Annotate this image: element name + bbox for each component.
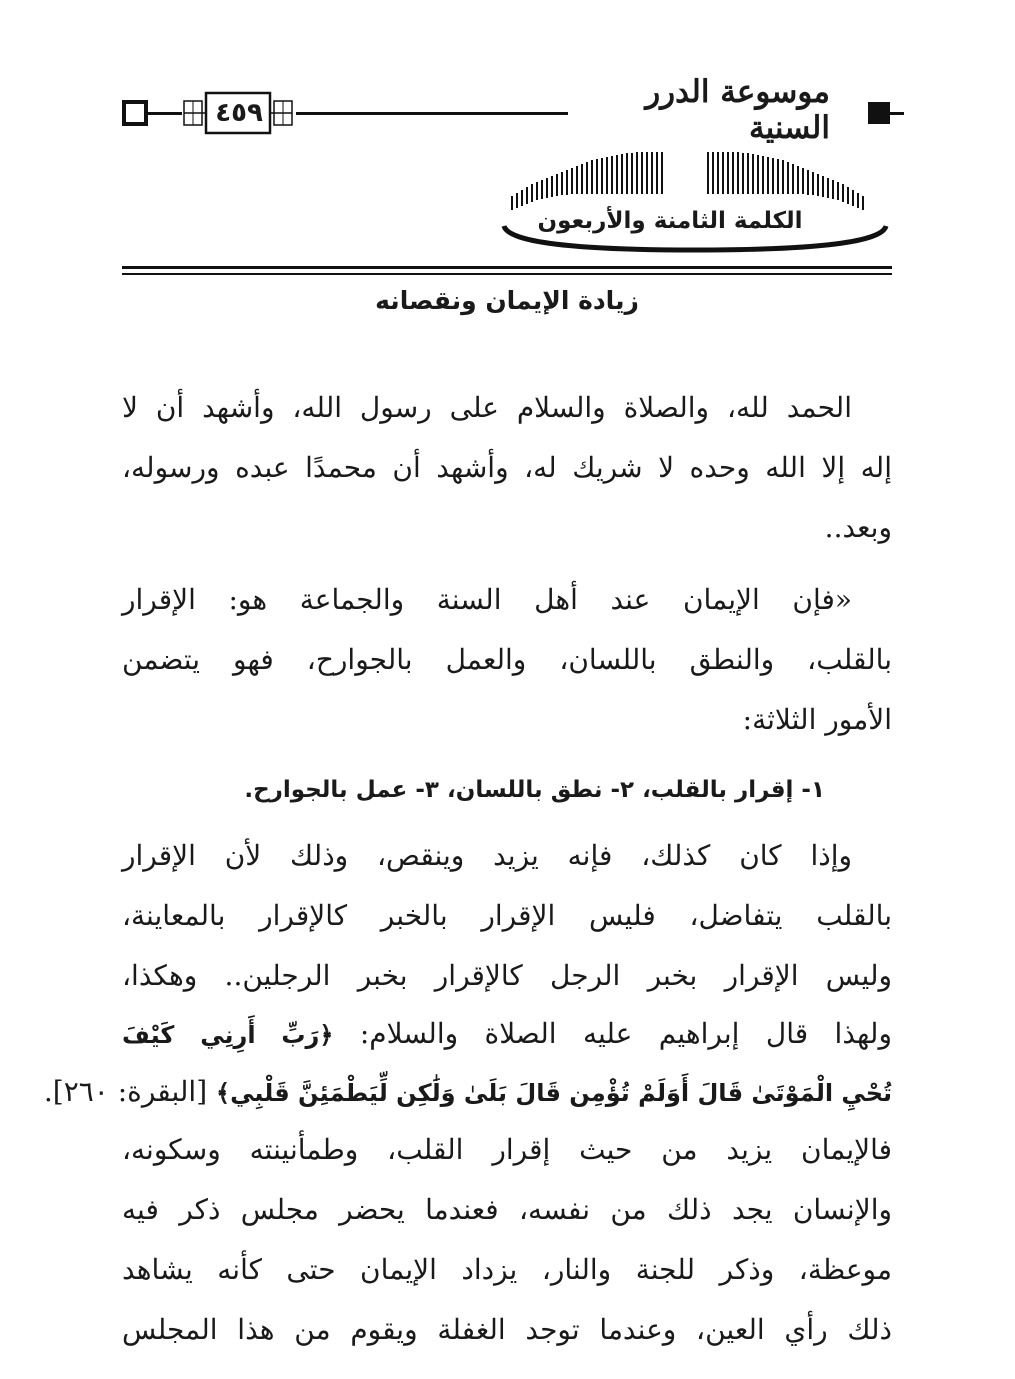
body-line: والإنسان يجد ذلك من نفسه، فعندما يحضر مجلس ذكر فيه: [122, 1193, 892, 1226]
body-line: الحمد لله، والصلاة والسلام على رسول الله، وأشهد أن لا: [122, 391, 852, 424]
header-rule-middle: [296, 112, 586, 115]
quran-verse-start: ﴿رَبِّ أَرِنِي كَيْفَ: [122, 1021, 334, 1049]
header-filled-square: [868, 102, 890, 124]
body-line: فالإيمان يزيد من حيث إقرار القلب، وطمأنينته وسكونه،: [122, 1133, 892, 1166]
body-line-with-verse: [43, 1062, 892, 1122]
body-text-span: ولهذا قال إبراهيم عليه الصلاة والسلام:: [359, 1017, 892, 1050]
chapter-title: الكلمة الثامنة والأربعون: [537, 208, 803, 234]
header-rule-right-stub: [890, 112, 904, 115]
body-line: ذلك رأي العين، وعندما توجد الغفلة ويقوم من هذا المجلس: [122, 1313, 892, 1346]
article-heading: زيادة الإيمان ونقصانه: [375, 286, 639, 315]
quran-verse-end: تُحْيِ الْمَوْتَىٰ قَالَ أَوَلَمْ تُؤْمِن قَالَ بَلَىٰ وَلَٰكِن لِّيَطْمَئِنَّ قَلْبِي﴾: [216, 1079, 892, 1107]
page-number: ٤٥٩: [210, 96, 268, 130]
body-line: الأمور الثلاثة:: [742, 703, 892, 736]
body-line-with-verse: [122, 1004, 892, 1064]
header-rule-left: [148, 112, 182, 115]
body-line: «فإن الإيمان عند أهل السنة والجماعة هو: الإقرار: [122, 583, 852, 616]
page-header: [0, 0, 1015, 160]
separator-rule-top: [122, 266, 892, 269]
pillars-list: ١- إقرار بالقلب، ٢- نطق باللسان، ٣- عمل بالجوارح.: [244, 777, 825, 803]
body-line: وإذا كان كذلك، فإنه يزيد وينقص، وذلك لأن الإقرار: [122, 839, 852, 872]
body-line: وليس الإقرار بخبر الرجل كالإقرار بخبر الرجلين.. وهكذا،: [122, 959, 892, 992]
body-line: بالقلب يتفاضل، فليس الإقرار بالخبر كالإقرار بالمعاينة،: [122, 899, 892, 932]
body-line: بالقلب، والنطق باللسان، والعمل بالجوارح، فهو يتضمن: [122, 643, 892, 676]
body-line: موعظة، وذكر للجنة والنار، يزداد الإيمان حتى كأنه يشاهد: [122, 1253, 892, 1286]
body-line: إله إلا الله وحده لا شريك له، وأشهد أن محمدًا عبده ورسوله،: [122, 451, 892, 484]
body-line: وبعد..: [824, 511, 892, 544]
series-title: موسوعة الدرر السنية: [568, 86, 830, 134]
verse-reference: [البقرة: ٢٦٠].: [43, 1075, 208, 1108]
header-outline-square: [122, 100, 148, 126]
separator-rule-bottom: [122, 273, 892, 275]
